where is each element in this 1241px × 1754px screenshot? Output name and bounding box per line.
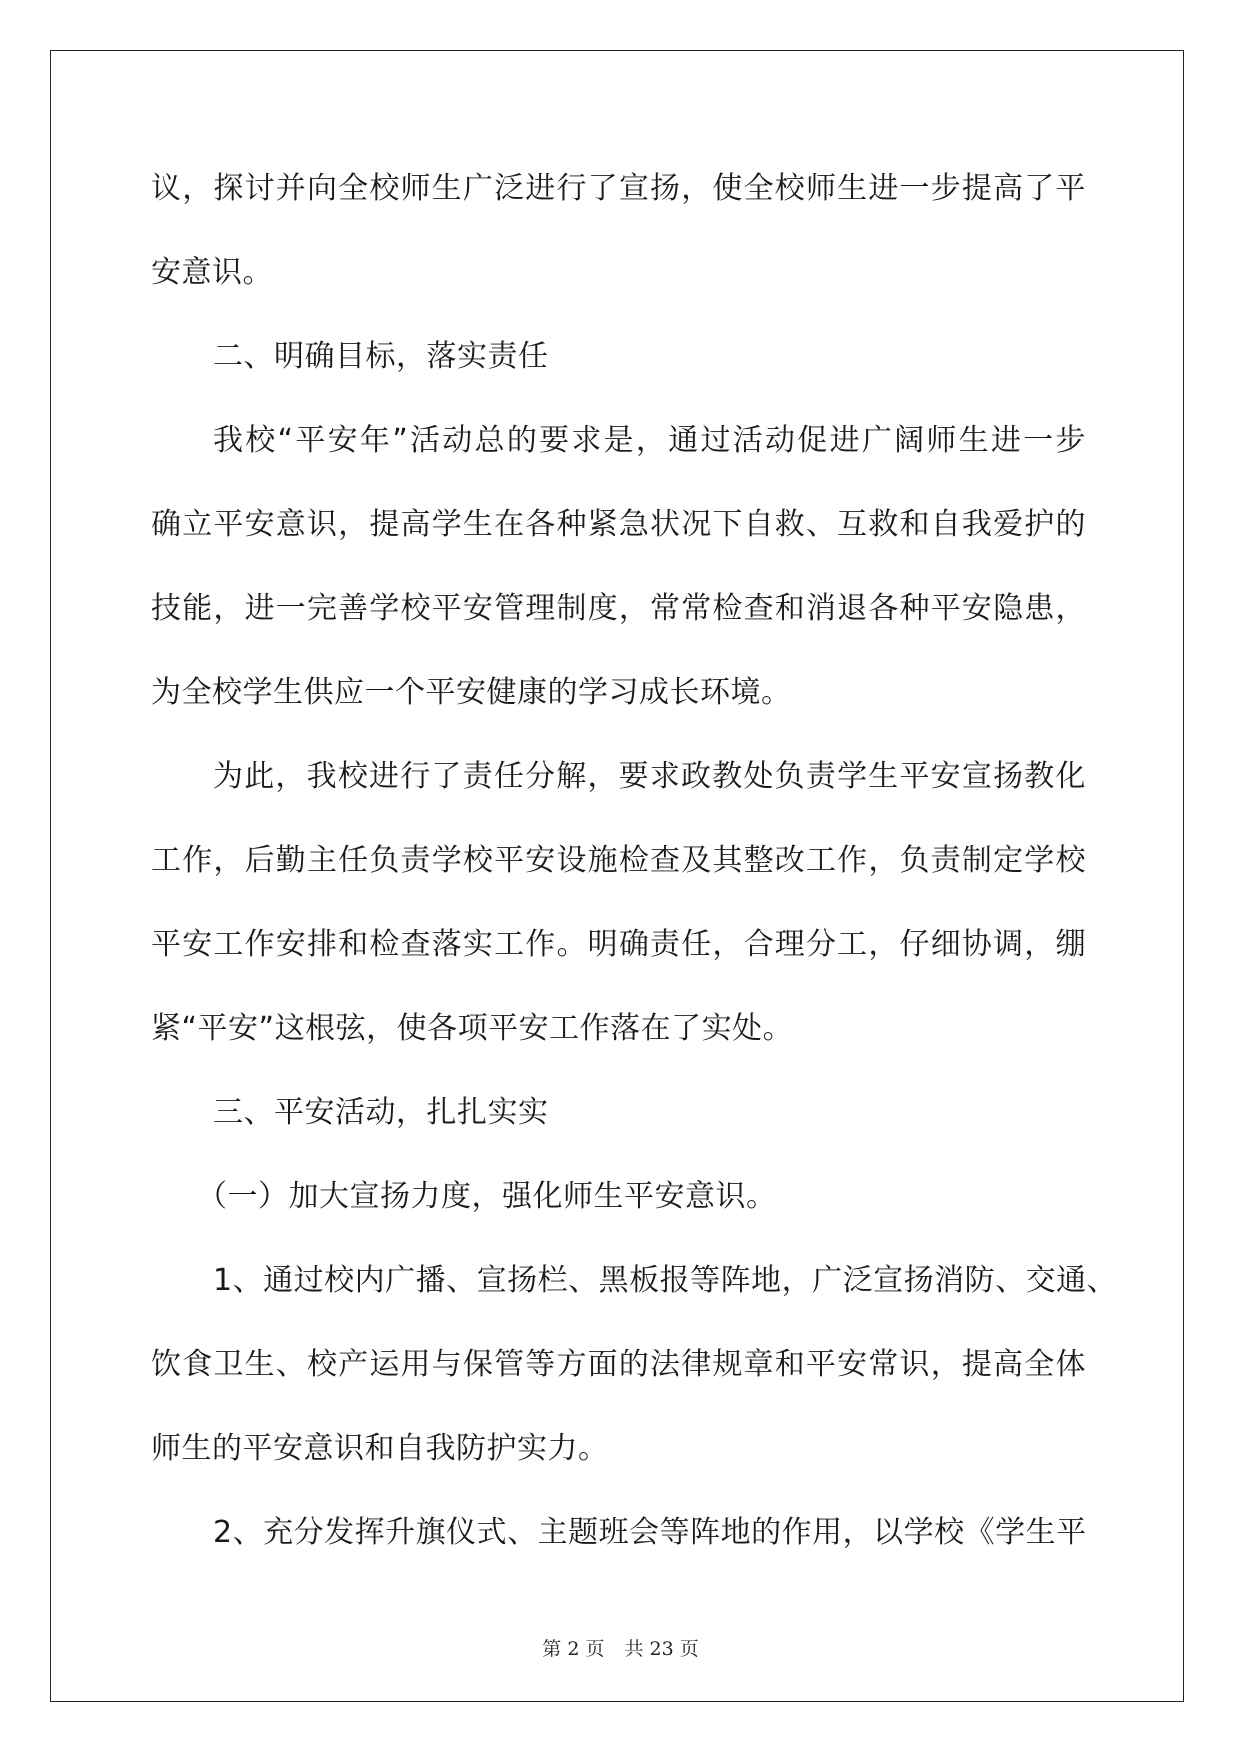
page-total: 共 23 页 [624,1638,699,1660]
text-line: 确立平安意识，提高学生在各种紧急状况下自救、互救和自我爱护的 [151,507,1086,542]
text-line: 为全校学生供应一个平安健康的学习成长环境。 [151,675,792,710]
text-line: 平安工作安排和检查落实工作。明确责任，合理分工，仔细协调，绷 [151,927,1086,962]
text-line: 我校“平安年”活动总的要求是，通过活动促进广阔师生进一步 [213,423,1086,458]
subsection-heading: （一）加大宣扬力度，强化师生平安意识。 [197,1179,777,1214]
page-number: 第 2 页 [542,1638,605,1660]
text-line: 为此，我校进行了责任分解，要求政教处负责学生平安宣扬教化 [213,759,1086,794]
text-line: 师生的平安意识和自我防护实力。 [151,1431,609,1466]
section-heading: 二、明确目标，落实责任 [213,339,549,374]
section-heading: 三、平安活动，扎扎实实 [213,1095,549,1130]
text-line: 工作，后勤主任负责学校平安设施检查及其整改工作，负责制定学校 [151,843,1086,878]
text-line: 安意识。 [151,255,273,290]
page-footer [0,1634,1241,1661]
text-line: 议，探讨并向全校师生广泛进行了宣扬，使全校师生进一步提高了平 [151,171,1086,206]
text-line: 2、充分发挥升旗仪式、主题班会等阵地的作用，以学校《学生平 [213,1515,1087,1550]
text-line: 饮食卫生、校产运用与保管等方面的法律规章和平安常识，提高全体 [151,1347,1086,1382]
document-body [151,163,1118,1591]
text-line: 1、通过校内广播、宣扬栏、黑板报等阵地，广泛宣扬消防、交通、 [213,1263,1118,1298]
text-line: 技能，进一完善学校平安管理制度，常常检查和消退各种平安隐患， [151,591,1086,626]
text-line: 紧“平安”这根弦，使各项平安工作落在了实处。 [151,1011,794,1046]
